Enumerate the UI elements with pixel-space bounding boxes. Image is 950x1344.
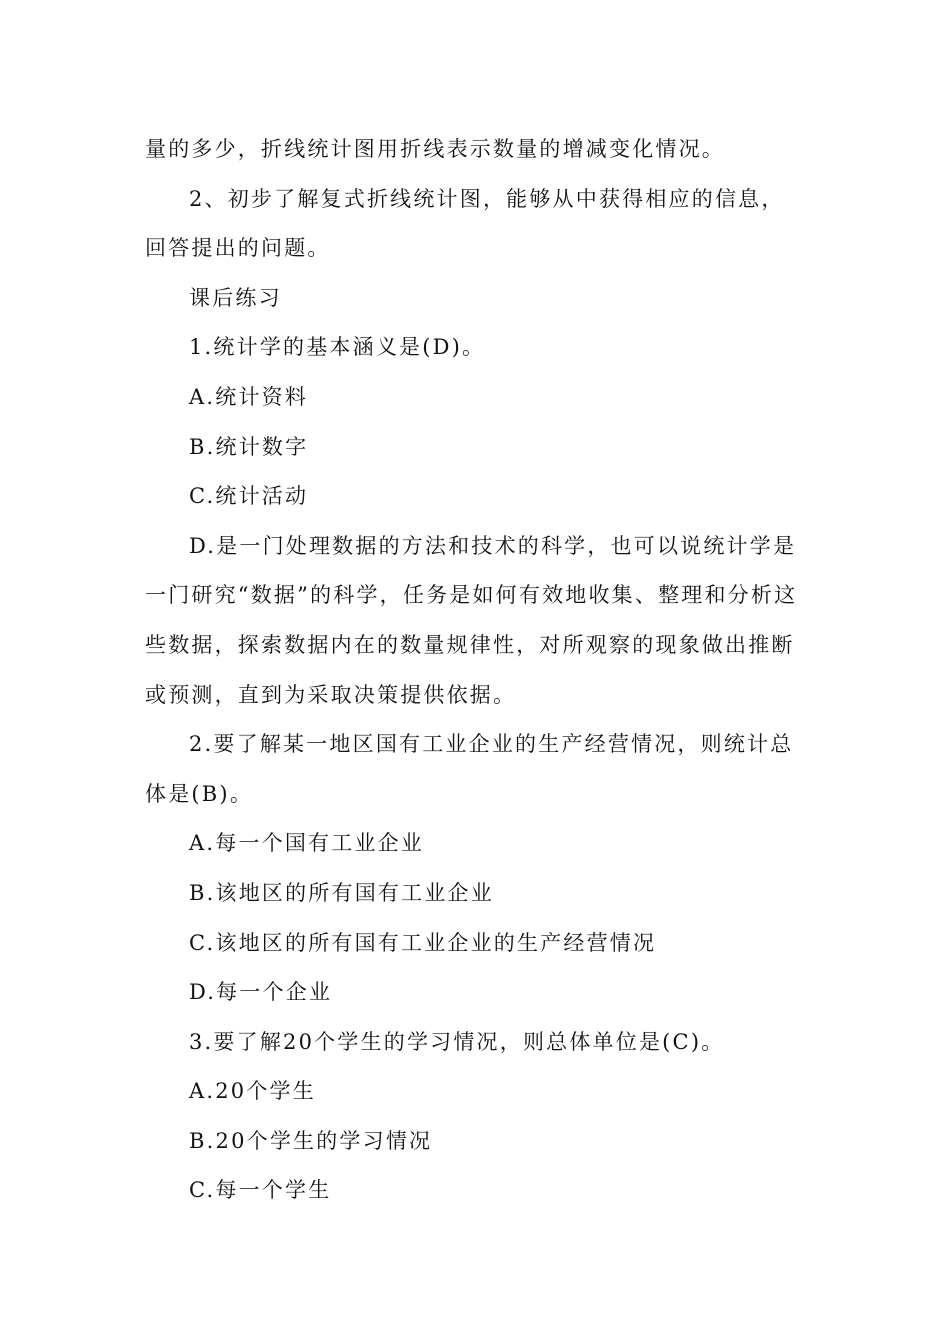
- question-3-option-b: B.20个学生的学习情况: [189, 1128, 433, 1153]
- document-body: [145, 125, 807, 1216]
- question-2-option-b: B.该地区的所有国有工业企业: [189, 880, 494, 905]
- question-1-option-d: D.是一门处理数据的方法和技术的科学，也可以说统计学是一门研究“数据”的科学，任务是如何有效地收集、整理和分析这些数据，探索数据内在的数量规律性，对所观察的现象做出推断或预测，直到为采取决策提供依据。: [145, 533, 798, 707]
- question-2-option-c: C.该地区的所有国有工业企业的生产经营情况: [189, 930, 657, 955]
- question-1: 1.统计学的基本涵义是(D)。: [189, 335, 486, 360]
- section-heading-exercises: 课后练习: [189, 285, 282, 310]
- question-2-option-d: D.每一个企业: [189, 980, 333, 1005]
- question-3: 3.要了解20个学生的学习情况，则总体单位是(C)。: [189, 1029, 725, 1054]
- question-2: 2.要了解某一地区国有工业企业的生产经营情况，则统计总体是(B)。: [145, 732, 794, 806]
- question-3-option-a: A.20个学生: [189, 1079, 316, 1104]
- question-3-option-c: C.每一个学生: [189, 1178, 332, 1203]
- question-1-option-a: A.统计资料: [189, 384, 309, 409]
- paragraph-intro-continuation: 量的多少，折线统计图用折线表示数量的增减变化情况。: [145, 137, 725, 161]
- question-2-option-a: A.每一个国有工业企业: [189, 831, 425, 856]
- paragraph-objective-2: 2、初步了解复式折线统计图，能够从中获得相应的信息，回答提出的问题。: [145, 186, 785, 261]
- question-1-option-b: B.统计数字: [189, 434, 309, 459]
- question-1-option-c: C.统计活动: [189, 484, 309, 509]
